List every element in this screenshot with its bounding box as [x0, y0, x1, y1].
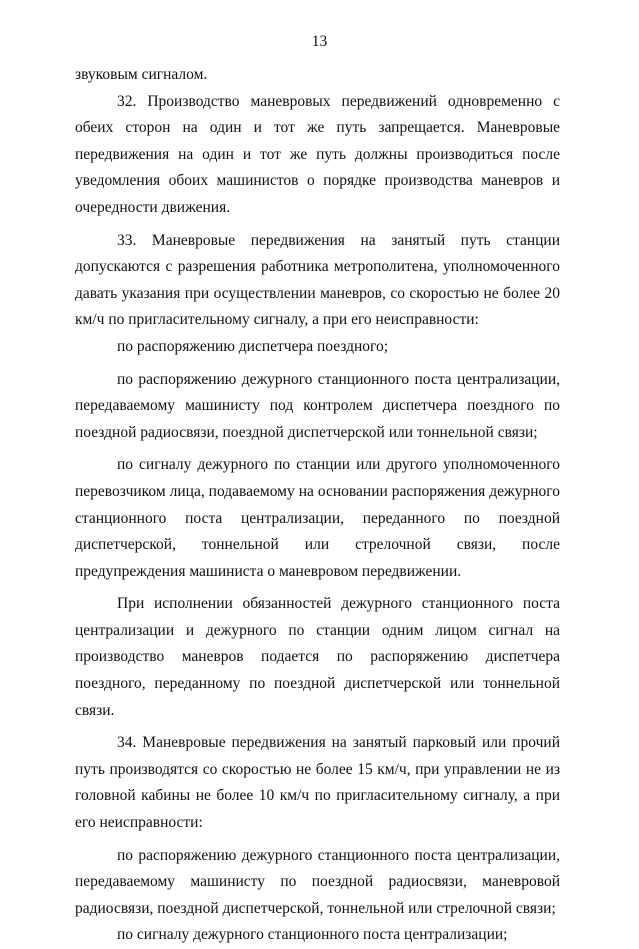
paragraph-33-note: При исполнении обязанностей дежурного станционного поста централизации и дежурного по станции одним лицом сигнал на производство маневров подается по распоряжению диспетчера поездного, переданному по поездной диспетчерской или тоннельной связи.: [75, 595, 560, 719]
paragraph-continuation: звуковым сигналом.: [75, 66, 208, 83]
paragraph-34-item-2: по сигналу дежурного станционного поста централизации;: [117, 926, 508, 944]
paragraph-34: 34. Маневровые передвижения на занятый парковый или прочий путь производятся со скоростью не более 15 км/ч, при управлении не из головной кабины не более 10 км/ч по пригласительному сигналу, а при его неисправности:: [75, 734, 560, 832]
paragraph-33-item-1: по распоряжению диспетчера поездного;: [117, 337, 389, 355]
page-number: 13: [311, 33, 328, 50]
paragraph-33-item-3: по сигналу дежурного по станции или другого уполномоченного перевозчиком лица, подаваемому на основании распоряжения дежурного станционного поста централизации, переданного по поездной диспетчерской, тоннельной или стрелочной связи, после предупреждения машиниста о маневровом передвижении.: [75, 456, 560, 580]
document-body: [75, 62, 560, 949]
paragraph-34-item-1: по распоряжению дежурного станционного поста централизации, передаваемому машинисту по поездной радиосвязи, маневровой радиосвязи, поездной диспетчерской, тоннельной или стрелочной связи;: [75, 846, 560, 917]
paragraph-33-item-2: по распоряжению дежурного станционного поста централизации, передаваемому машинисту под контролем диспетчера поездного по поездной радиосвязи, поездной диспетчерской или тоннельной связи;: [75, 370, 560, 441]
paragraph-32: 32. Производство маневровых передвижений одновременно с обеих сторон на один и тот же путь запрещается. Маневровые передвижения на один и тот же путь должны производиться после уведомления обоих машинистов о порядке производства маневров и очередности движения.: [75, 92, 560, 216]
paragraph-33: 33. Маневровые передвижения на занятый путь станции допускаются с разрешения работника метрополитена, уполномоченного давать указания при осуществлении маневров, со скоростью не более 20 км/ч по пригласительному сигналу, а при его неисправности:: [75, 231, 560, 329]
